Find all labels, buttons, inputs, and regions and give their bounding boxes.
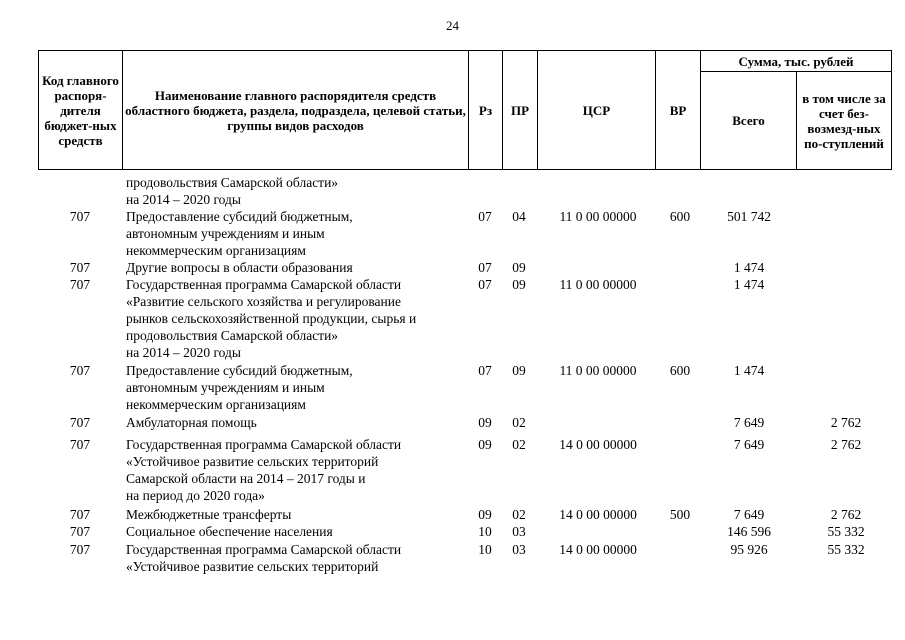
cell-vr: 600 xyxy=(669,209,691,224)
cell-total: 7 649 xyxy=(733,415,765,430)
cell-total: 1 474 xyxy=(733,277,765,292)
cell-code: 707 xyxy=(69,363,91,378)
cell-rz: 10 xyxy=(478,524,492,539)
cell-csr: 11 0 00 00000 xyxy=(559,277,637,292)
cell-rz: 07 xyxy=(478,363,492,378)
cell-name: Предоставление субсидий бюджетным, автономным учреждениям и иным некоммерческим организациям xyxy=(126,209,353,258)
cell-total: 7 649 xyxy=(733,437,765,452)
page-number: 24 xyxy=(446,18,459,33)
cell-code: 707 xyxy=(69,542,91,557)
cell-name: Государственная программа Самарской области «Устойчивое развитие сельских территорий Самарской области на 2014 – 2017 годы и на период до 2020 года» xyxy=(126,437,402,503)
cell-pr: 03 xyxy=(512,542,526,557)
header-code: Код главного распоря-дителя бюджет-ных средств xyxy=(39,51,123,170)
cell-code: 707 xyxy=(69,209,91,224)
cell-vr: 600 xyxy=(669,363,691,378)
cell-total: 1 474 xyxy=(733,260,765,275)
cell-rz: 07 xyxy=(478,277,492,292)
cell-pr: 03 xyxy=(512,524,526,539)
cell-rz: 09 xyxy=(478,437,492,452)
header-sum: Сумма, тыс. рублей xyxy=(701,51,892,72)
cell-name: Амбулаторная помощь xyxy=(126,415,257,430)
cell-pr: 04 xyxy=(512,209,526,224)
cell-free: 2 762 xyxy=(830,437,862,452)
cell-free: 2 762 xyxy=(830,507,862,522)
cell-total: 7 649 xyxy=(733,507,765,522)
cell-free: 2 762 xyxy=(830,415,862,430)
cell-code: 707 xyxy=(69,415,91,430)
cell-name: Государственная программа Самарской области «Развитие сельского хозяйства и регулирование рынков сельскохозяйственной продукции, сырья и продовольствия Самарской области» на 2014 – 2020 годы xyxy=(126,277,417,360)
cell-pr: 02 xyxy=(512,415,526,430)
cell-pr: 02 xyxy=(512,507,526,522)
cell-pr: 09 xyxy=(512,363,526,378)
cell-total: 95 926 xyxy=(730,542,768,557)
cell-name: Социальное обеспечение населения xyxy=(126,524,333,539)
cell-csr: 14 0 00 00000 xyxy=(559,542,637,557)
cell-name: продовольствия Самарской области» на 2014 – 2020 годы xyxy=(126,175,339,207)
cell-total: 501 742 xyxy=(727,209,771,224)
cell-csr: 14 0 00 00000 xyxy=(559,437,637,452)
header-free: в том числе за счет без-возмезд-ных по-ступлений xyxy=(797,72,892,170)
cell-total: 146 596 xyxy=(727,524,771,539)
cell-rz: 09 xyxy=(478,507,492,522)
cell-name: Государственная программа Самарской области «Устойчивое развитие сельских территорий xyxy=(126,542,402,574)
cell-code: 707 xyxy=(69,277,91,292)
cell-code: 707 xyxy=(69,260,91,275)
cell-csr: 11 0 00 00000 xyxy=(559,209,637,224)
cell-code: 707 xyxy=(69,524,91,539)
cell-vr: 500 xyxy=(669,507,691,522)
cell-total: 1 474 xyxy=(733,363,765,378)
header-rz: Рз xyxy=(469,51,503,170)
cell-name: Предоставление субсидий бюджетным, автономным учреждениям и иным некоммерческим организациям xyxy=(126,363,353,412)
header-total: Всего xyxy=(701,72,797,170)
cell-rz: 10 xyxy=(478,542,492,557)
header-vr: ВР xyxy=(656,51,701,170)
header-pr: ПР xyxy=(503,51,538,170)
cell-rz: 07 xyxy=(478,260,492,275)
cell-name: Межбюджетные трансферты xyxy=(126,507,292,522)
cell-name: Другие вопросы в области образования xyxy=(126,260,353,275)
cell-free: 55 332 xyxy=(827,542,865,557)
cell-csr: 11 0 00 00000 xyxy=(559,363,637,378)
cell-pr: 09 xyxy=(512,277,526,292)
cell-code: 707 xyxy=(69,507,91,522)
header-name: Наименование главного распорядителя средств областного бюджета, раздела, подраздела, целевой статьи, группы видов расходов xyxy=(123,51,469,170)
header-csr: ЦСР xyxy=(538,51,656,170)
cell-pr: 09 xyxy=(512,260,526,275)
cell-csr: 14 0 00 00000 xyxy=(559,507,637,522)
cell-code: 707 xyxy=(69,437,91,452)
cell-rz: 09 xyxy=(478,415,492,430)
cell-free: 55 332 xyxy=(827,524,865,539)
table-header xyxy=(38,50,892,170)
cell-rz: 07 xyxy=(478,209,492,224)
cell-pr: 02 xyxy=(512,437,526,452)
